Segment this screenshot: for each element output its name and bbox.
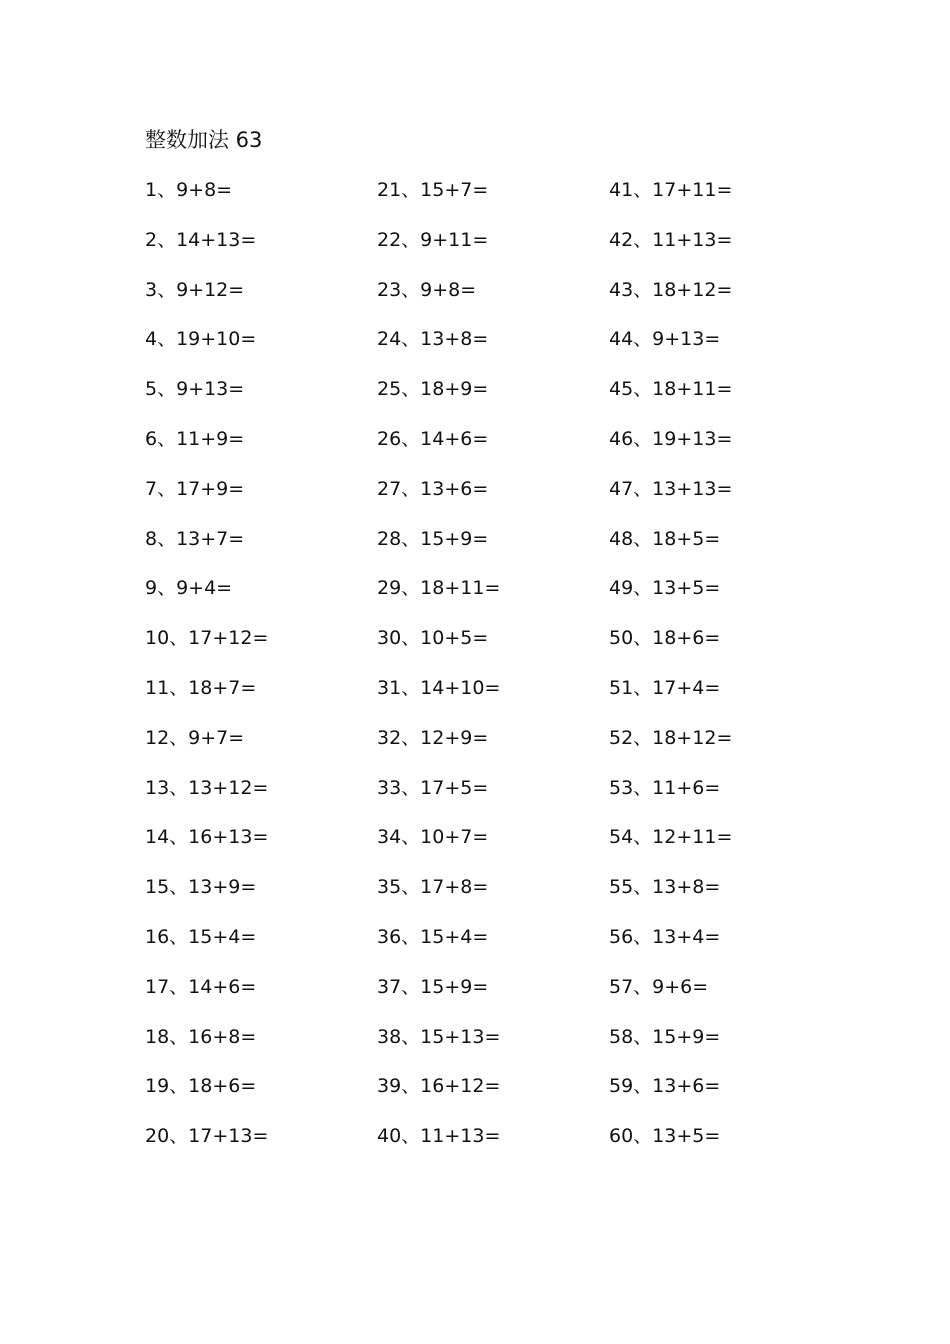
problem-item: 18、16+8= <box>145 1025 257 1048</box>
problem-item: 15、13+9= <box>145 876 257 899</box>
problem-item: 50、18+6= <box>609 627 721 650</box>
problem-item: 39、16+12= <box>377 1075 501 1098</box>
problem-item: 43、18+12= <box>609 278 733 301</box>
problem-item: 1、9+8= <box>145 179 233 201</box>
problem-item: 22、9+11= <box>377 228 489 251</box>
problem-item: 60、13+5= <box>609 1125 721 1148</box>
problem-item: 52、18+12= <box>609 726 733 749</box>
problem-item: 45、18+11= <box>609 378 733 401</box>
problem-item: 40、11+13= <box>377 1125 501 1148</box>
problem-item: 17、14+6= <box>145 975 257 998</box>
problem-item: 10、17+12= <box>145 627 269 650</box>
problem-item: 53、11+6= <box>609 776 721 799</box>
problem-item: 56、13+4= <box>609 925 721 948</box>
problem-item: 51、17+4= <box>609 676 721 699</box>
problem-item: 35、17+8= <box>377 876 489 899</box>
problem-item: 4、19+10= <box>145 328 257 351</box>
problem-item: 3、9+12= <box>145 278 245 301</box>
problem-item: 9、9+4= <box>145 577 233 600</box>
problem-item: 23、9+8= <box>377 278 477 301</box>
problem-item: 7、17+9= <box>145 477 245 500</box>
problem-item: 34、10+7= <box>377 826 489 849</box>
problem-item: 31、14+10= <box>377 676 501 699</box>
problem-item: 21、15+7= <box>377 179 489 201</box>
problem-item: 28、15+9= <box>377 527 489 550</box>
problem-item: 41、17+11= <box>609 179 733 201</box>
problem-item: 8、13+7= <box>145 527 245 550</box>
problem-item: 57、9+6= <box>609 975 709 998</box>
problem-item: 48、18+5= <box>609 527 721 550</box>
problem-item: 24、13+8= <box>377 328 489 351</box>
problem-item: 19、18+6= <box>145 1075 257 1098</box>
problem-grid <box>145 176 845 1172</box>
problem-item: 13、13+12= <box>145 776 269 799</box>
problem-item: 42、11+13= <box>609 228 733 251</box>
problem-item: 46、19+13= <box>609 427 733 450</box>
problem-item: 5、9+13= <box>145 378 245 401</box>
problem-item: 12、9+7= <box>145 726 245 749</box>
problem-item: 59、13+6= <box>609 1075 721 1098</box>
problem-item: 32、12+9= <box>377 726 489 749</box>
problem-item: 30、10+5= <box>377 627 489 650</box>
problem-item: 47、13+13= <box>609 477 733 500</box>
problem-item: 6、11+9= <box>145 427 245 450</box>
problem-item: 25、18+9= <box>377 378 489 401</box>
problem-item: 55、13+8= <box>609 876 721 899</box>
problem-item: 54、12+11= <box>609 826 733 849</box>
problem-item: 27、13+6= <box>377 477 489 500</box>
problem-item: 38、15+13= <box>377 1025 501 1048</box>
problem-item: 11、18+7= <box>145 676 257 699</box>
problem-item: 16、15+4= <box>145 925 257 948</box>
problem-item: 58、15+9= <box>609 1025 721 1048</box>
worksheet-title: 整数加法 63 <box>145 128 263 152</box>
problem-item: 49、13+5= <box>609 577 721 600</box>
problem-item: 44、9+13= <box>609 328 721 351</box>
problem-item: 37、15+9= <box>377 975 489 998</box>
problem-item: 29、18+11= <box>377 577 501 600</box>
problem-item: 14、16+13= <box>145 826 269 849</box>
problem-item: 33、17+5= <box>377 776 489 799</box>
problem-item: 26、14+6= <box>377 427 489 450</box>
problem-item: 36、15+4= <box>377 925 489 948</box>
problem-item: 2、14+13= <box>145 228 257 251</box>
problem-item: 20、17+13= <box>145 1125 269 1148</box>
